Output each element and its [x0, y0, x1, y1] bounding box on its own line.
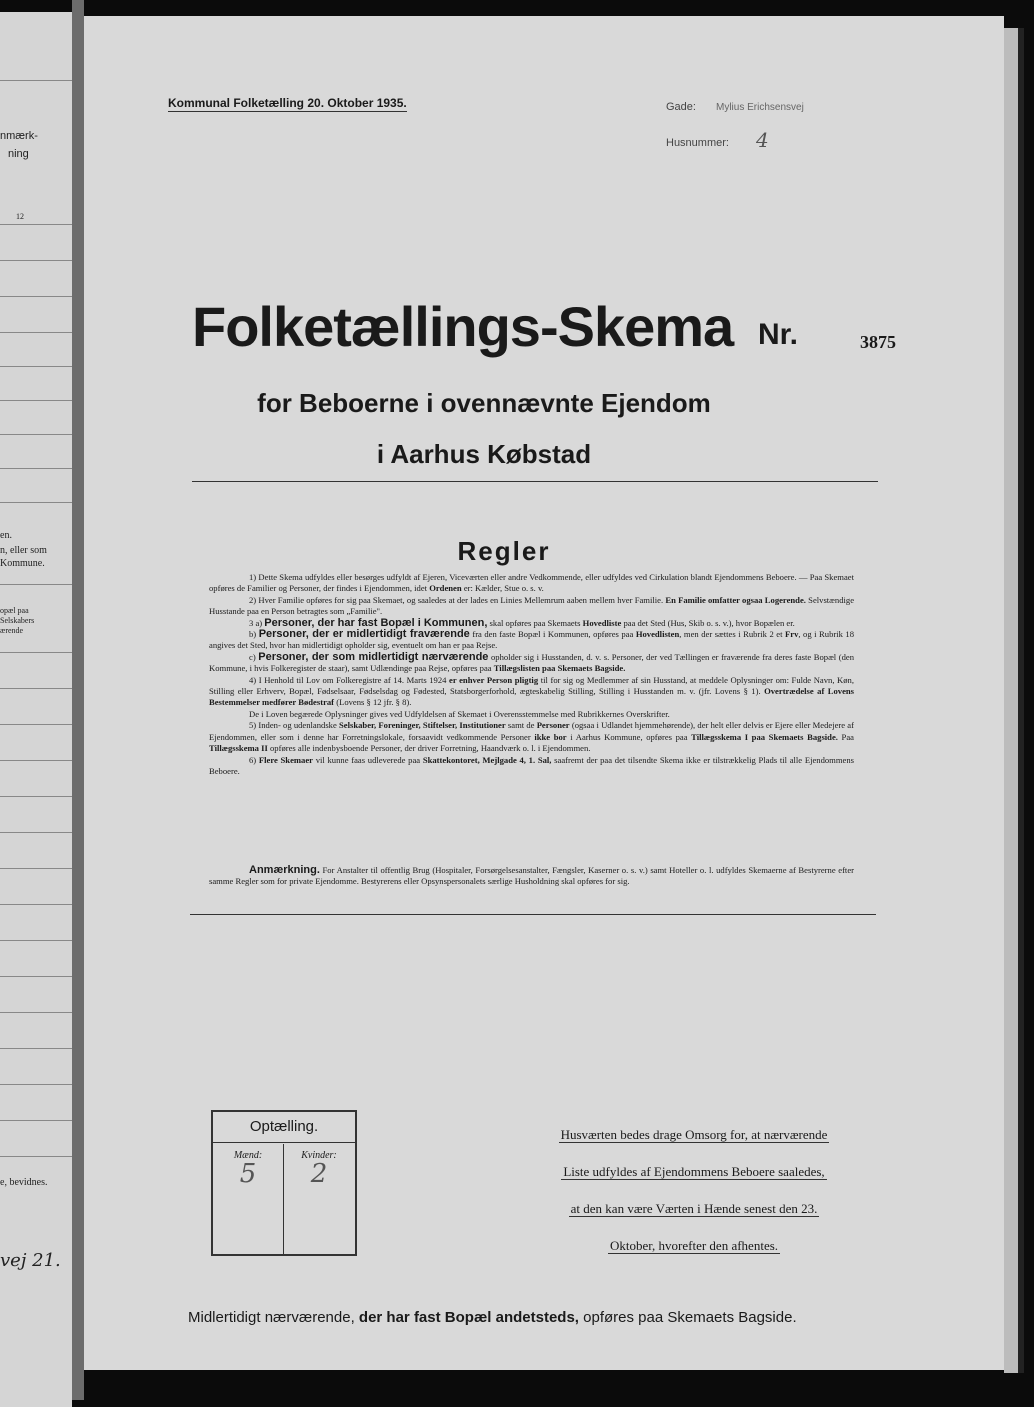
women-count: 2	[310, 1159, 328, 1189]
left-fragment: en.	[0, 530, 12, 541]
rule-3b: b) Personer, der er midlertidigt fraværende fra den faste Bopæl i Kommunen, opføres paa Hovedlisten, men der sættes i Rubrik 2 et Frv, og i Rubrik 18 angives det Sted, hvor han midlertidigt opholder sig, eventuelt om han er paa Rejse.	[209, 628, 855, 651]
house-number-label: Husnummer:	[666, 137, 729, 149]
landlord-notice	[504, 1116, 884, 1264]
rule-2: 2) Hver Familie opføres for sig paa Skemaet, og saaledes at der lades en Linies Mellemrum aaben mellem hver Familie. En Familie omfatter ogsaa Logerende. Selvstændige Husstande paa en Person betragtes som „Familie".	[209, 594, 855, 617]
left-handwritten-fragment: vej 21.	[0, 1250, 61, 1271]
women-label: Kvinder:	[301, 1150, 337, 1161]
rule-6: 6) Flere Skemaer vil kunne faas udleverede paa Skattekontoret, Mejlgade 4, 1. Sal, saafremt der paa det tilsendte Skema ikke er tilstrækkelig Plads til alle Ejendommens Beboere.	[209, 754, 854, 776]
form-number-label: Nr.	[758, 318, 799, 351]
rule-1: 1) Dette Skema udfyldes eller besørges udfyldt af Ejeren, Viceværten eller andre Vedkommende, eller udfyldes ved Cirkulation blandt Ejendommens Beboere. — Paa Skemaet opføres de Familier og Personer, der findes i Ejendommen, idet Ordenen er: Kælder, Stue o. s. v.	[209, 572, 854, 594]
left-fragment: nmærk-	[0, 130, 38, 142]
left-fragment: ærende	[0, 626, 24, 635]
left-fragment: 12	[16, 212, 24, 221]
left-fragment: ning	[8, 148, 29, 160]
divider	[190, 914, 876, 915]
rule-4: 4) I Henhold til Lov om Folkeregistre af 14. Marts 1924 er enhver Person pligtig til for sig og Medlemmer af sin Husstand, at meddele Oplysninger om: Fulde Navn, Køn, Stilling eller Erhverv, Bopæl, Fødselsaar, Fødselsdag og Fødested, Statsborgerforhold, ægteskabelig Stilling, Stilling i Husstanden m. v. (jfr. Lovens § 1). Overtrædelse af Lovens Bestemmelser medfører Bødestraf (Lovens § 12 jfr. § 8).	[209, 674, 855, 708]
notice-line: Oktober, hvorefter den afhentes.	[609, 1238, 779, 1253]
left-fragment: Selskabers	[0, 616, 35, 625]
notice-line: Husværten bedes drage Omsorg for, at nærværende	[560, 1127, 828, 1142]
divider	[192, 481, 878, 482]
left-fragment: n, eller som	[0, 545, 47, 556]
men-count-column	[213, 1144, 284, 1254]
form-title: Folketællings-Skema	[192, 295, 734, 358]
binding-gap	[72, 0, 84, 1400]
note-text	[209, 865, 854, 888]
count-box	[211, 1110, 357, 1256]
left-fragment: e, bevidnes.	[0, 1177, 48, 1188]
street-value: Mylius Erichsensvej	[716, 102, 804, 113]
rule-3a: 3 a) Personer, der har fast Bopæl i Kommunen, skal opføres paa Skemaets Hovedliste paa det Sted (Hus, Skib o. s. v.), hvor Bopælen er.	[249, 616, 795, 629]
men-count: 5	[239, 1159, 257, 1189]
house-number-value: 4	[756, 128, 769, 152]
page-stack-edge	[1004, 28, 1024, 1373]
rule-5: 5) Inden- og udenlandske Selskaber, Foreninger, Stiftelser, Institutioner samt de Personer (ogsaa i Udlandet hjemmehørende), der helt eller delvis er Ejere eller Medejere af Ejendommen, eller som i denne har Forretningslokale, forsaavidt vedkommende Personer ikke bor i Aarhus Kommune, opføres paa Tillægsskema I paa Skemaets Bagside. Paa Tillægsskema II opføres alle indenbysboende Personer, der driver Forretning, Haandværk o. l. i Ejendommen.	[209, 720, 854, 754]
note-body: For Anstalter til offentlig Brug (Hospitaler, Forsørgelsesanstalter, Fængsler, Kaserner o. s. v.) samt Hoteller o. l. udfyldes Skemaerne af Bestyrerne efter samme Regler som for private Ejendomme. Bestyrerens eller Opsynspersonalets særlige Husholdning skal opføres for sig.	[209, 865, 854, 887]
census-form-page	[84, 16, 1004, 1370]
count-box-heading: Optælling.	[213, 1112, 355, 1143]
note-label: Anmærkning.	[249, 864, 320, 876]
rule-4-note: De i Loven begærede Oplysninger gives ved Udfyldelsen af Skemaet i Overensstemmelse med Rubrikkernes Overskrifter.	[249, 708, 670, 719]
rules-heading: Regler	[457, 536, 551, 566]
women-count-column	[284, 1144, 354, 1254]
form-subtitle-2: i Aarhus Købstad	[376, 439, 592, 469]
left-fragment: opæl paa	[0, 606, 29, 615]
men-label: Mænd:	[233, 1150, 263, 1161]
notice-line: at den kan være Værten i Hænde senest den 23.	[570, 1201, 818, 1216]
form-subtitle-1: for Beboerne i ovennævnte Ejendom	[257, 388, 711, 418]
rules-text	[209, 572, 854, 777]
footer-note: Midlertidigt nærværende, der har fast Bopæl andetsteds, opføres paa Skemaets Bagside.	[188, 1309, 797, 1326]
street-label: Gade:	[666, 101, 696, 113]
rule-3c: c) Personer, der som midlertidigt nærværende opholder sig i Husstanden, d. v. s. Personer, der ved Tællingen er fraværende fra deres faste Bopæl (den Kommune, i hvis Folkeregister de staar), samt Udlændinge paa Rejse, opføres paa Tillægslisten paa Skemaets Bagside.	[209, 650, 855, 674]
left-fragment: Kommune.	[0, 558, 45, 569]
form-number-value: 3875	[860, 332, 896, 352]
previous-page-edge	[0, 12, 72, 1407]
notice-line: Liste udfyldes af Ejendommens Beboere saaledes,	[563, 1164, 825, 1179]
census-date-line: Kommunal Folketælling 20. Oktober 1935.	[168, 96, 407, 110]
